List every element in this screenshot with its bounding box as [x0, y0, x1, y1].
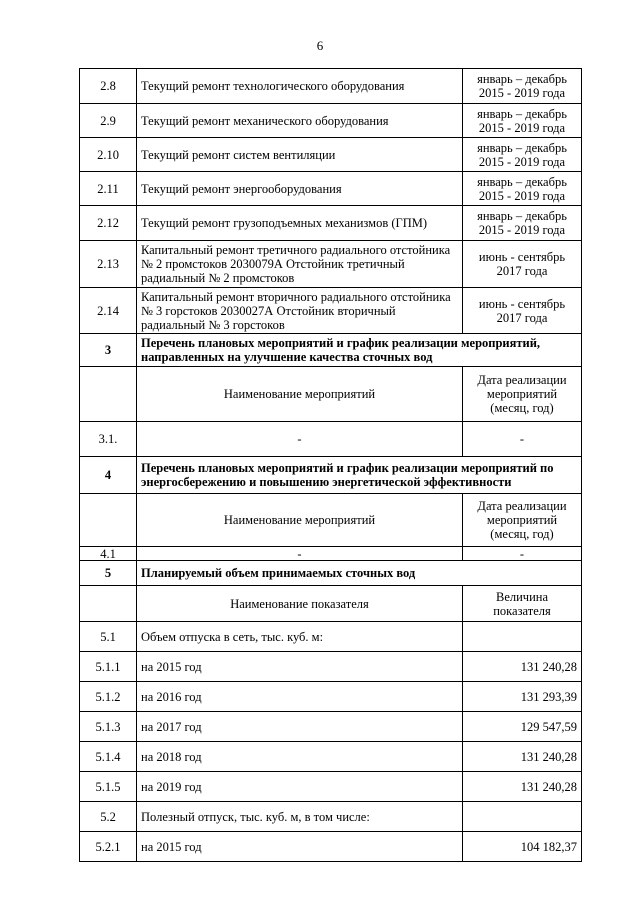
table-row — [80, 772, 582, 802]
empty-cell — [80, 586, 137, 622]
column-header-name: Наименование показателя — [137, 586, 463, 622]
page-number: 6 — [316, 38, 324, 53]
row-date: январь – декабрь 2015 - 2019 года — [463, 172, 582, 206]
row-number: 5.2 — [80, 802, 137, 832]
column-header-row — [80, 586, 582, 622]
row-value: 131 240,28 — [463, 772, 582, 802]
section-title: Планируемый объем принимаемых сточных вод — [137, 561, 582, 586]
row-value — [463, 622, 582, 652]
row-name: Капитальный ремонт вторичного радиального отстойника № 3 горстоков 2030027А Отстойник вторичный радиальный № 3 горстоков — [137, 288, 463, 334]
column-header-row — [80, 494, 582, 547]
table-row — [80, 422, 582, 457]
table-row — [80, 832, 582, 862]
table-row — [80, 547, 582, 561]
table-row — [80, 241, 582, 288]
row-name: на 2015 год — [137, 652, 463, 682]
table-row — [80, 104, 582, 138]
empty-cell — [80, 494, 137, 547]
section-number: 4 — [80, 457, 137, 494]
row-number: 2.8 — [80, 69, 137, 104]
row-date: июнь - сентябрь 2017 года — [463, 288, 582, 334]
row-name: Текущий ремонт грузоподъемных механизмов (ГПМ) — [137, 206, 463, 241]
row-name: Полезный отпуск, тыс. куб. м, в том числе: — [137, 802, 463, 832]
section-header-row — [80, 334, 582, 367]
row-number: 5.2.1 — [80, 832, 137, 862]
row-name: - — [137, 422, 463, 457]
row-number: 5.1.4 — [80, 742, 137, 772]
table-row — [80, 682, 582, 712]
table-row — [80, 712, 582, 742]
section-header-row — [80, 561, 582, 586]
row-name: на 2015 год — [137, 832, 463, 862]
table-row — [80, 172, 582, 206]
table-row — [80, 288, 582, 334]
row-number: 2.10 — [80, 138, 137, 172]
row-value: 131 240,28 — [463, 652, 582, 682]
row-name: Текущий ремонт механического оборудования — [137, 104, 463, 138]
column-header-name: Наименование мероприятий — [137, 494, 463, 547]
table-row — [80, 206, 582, 241]
row-name: Объем отпуска в сеть, тыс. куб. м: — [137, 622, 463, 652]
row-value: 129 547,59 — [463, 712, 582, 742]
row-value — [463, 802, 582, 832]
section-number: 5 — [80, 561, 137, 586]
row-number: 2.9 — [80, 104, 137, 138]
column-header-date: Дата реализации мероприятий (месяц, год) — [463, 367, 582, 422]
table-row — [80, 652, 582, 682]
row-name: Текущий ремонт систем вентиляции — [137, 138, 463, 172]
row-value: 131 293,39 — [463, 682, 582, 712]
row-date: июнь - сентябрь 2017 года — [463, 241, 582, 288]
row-number: 4.1 — [80, 547, 137, 561]
row-name: на 2017 год — [137, 712, 463, 742]
table-row — [80, 69, 582, 104]
row-number: 5.1 — [80, 622, 137, 652]
row-number: 5.1.3 — [80, 712, 137, 742]
row-number: 5.1.1 — [80, 652, 137, 682]
row-date: - — [463, 547, 582, 561]
row-number: 2.12 — [80, 206, 137, 241]
row-number: 2.14 — [80, 288, 137, 334]
row-date: январь – декабрь 2015 - 2019 года — [463, 104, 582, 138]
table-row — [80, 138, 582, 172]
row-name: Текущий ремонт энергооборудования — [137, 172, 463, 206]
row-name: Капитальный ремонт третичного радиального отстойника № 2 промстоков 2030079А Отстойник третичный радиальный № 2 промстоков — [137, 241, 463, 288]
row-name: - — [137, 547, 463, 561]
row-name: на 2018 год — [137, 742, 463, 772]
table-row — [80, 742, 582, 772]
row-name: на 2019 год — [137, 772, 463, 802]
empty-cell — [80, 367, 137, 422]
table-row — [80, 802, 582, 832]
row-number: 3.1. — [80, 422, 137, 457]
row-name: на 2016 год — [137, 682, 463, 712]
column-header-date: Дата реализации мероприятий (месяц, год) — [463, 494, 582, 547]
section-title: Перечень плановых мероприятий и график реализации мероприятий по энергосбережению и повышению энергетической эффективности — [137, 457, 582, 494]
row-value: 131 240,28 — [463, 742, 582, 772]
column-header-row — [80, 367, 582, 422]
row-number: 2.11 — [80, 172, 137, 206]
row-date: январь – декабрь 2015 - 2019 года — [463, 69, 582, 104]
section-header-row — [80, 457, 582, 494]
row-name: Текущий ремонт технологического оборудования — [137, 69, 463, 104]
measures-table — [79, 68, 582, 862]
table-row — [80, 622, 582, 652]
row-date: январь – декабрь 2015 - 2019 года — [463, 206, 582, 241]
column-header-value: Величина показателя — [463, 586, 582, 622]
row-value: 104 182,37 — [463, 832, 582, 862]
section-number: 3 — [80, 334, 137, 367]
row-number: 5.1.5 — [80, 772, 137, 802]
row-number: 5.1.2 — [80, 682, 137, 712]
column-header-name: Наименование мероприятий — [137, 367, 463, 422]
row-date: - — [463, 422, 582, 457]
section-title: Перечень плановых мероприятий и график реализации мероприятий, направленных на улучшение качества сточных вод — [137, 334, 582, 367]
row-date: январь – декабрь 2015 - 2019 года — [463, 138, 582, 172]
row-number: 2.13 — [80, 241, 137, 288]
